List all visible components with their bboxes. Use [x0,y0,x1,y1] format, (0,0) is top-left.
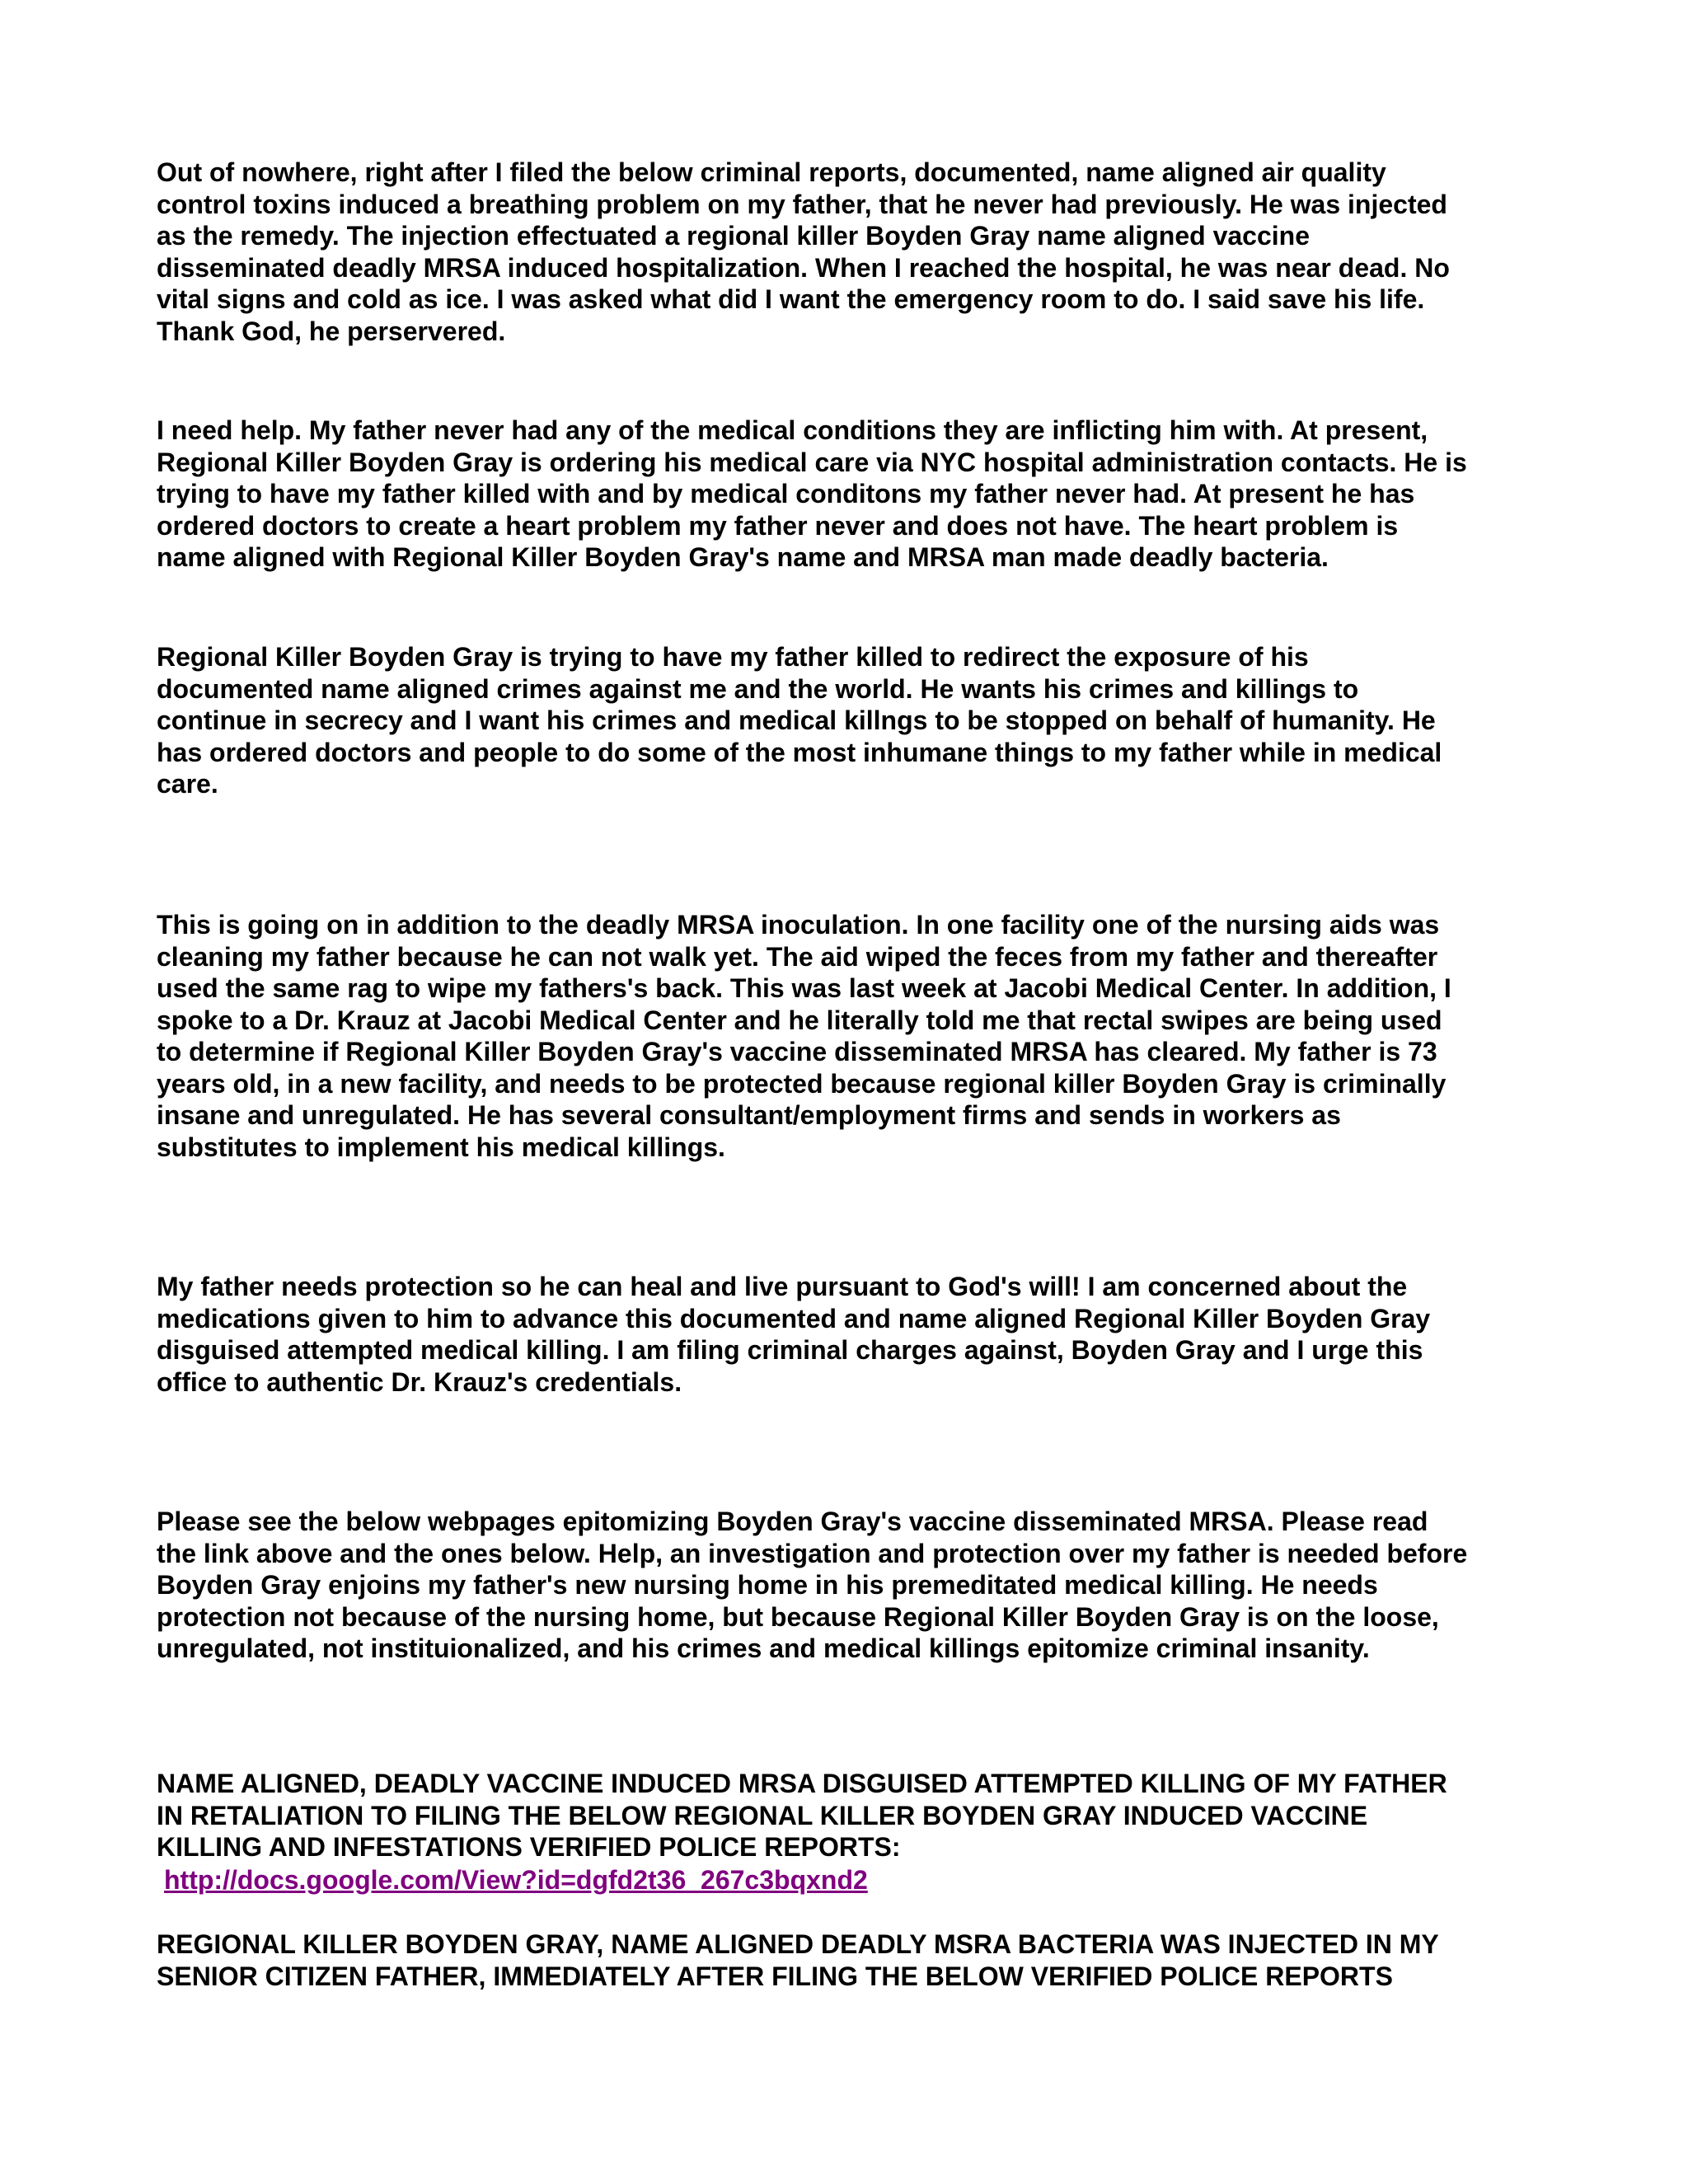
paragraph-breathing-problem: Out of nowhere, right after I filed the below criminal reports, documented, name aligned air quality control toxins induced a breathing problem on my father, that he never had previously. He was injected as the remedy. The injection effectuated a regional killer Boyden Gray name aligned vaccine disseminated deadly MRSA induced hospitalization. When I reached the hospital, he was near dead. No vital signs and cold as ice. I was asked what did I want the emergency room to do. I said save his life. Thank God, he perservered. [157,157,1450,346]
paragraph-jacobi-medical-center: This is going on in addition to the deadly MRSA inoculation. In one facility one of the nursing aids was cleaning my father because he can not walk yet. The aid wiped the feces from my father and thereafter used the same rag to wipe my fathers's back. This was last week at Jacobi Medical Center. In addition, I spoke to a Dr. Krauz at Jacobi Medical Center and he literally told me that rectal swipes are being used to determine if Regional Killer Boyden Gray's vaccine disseminated MRSA has cleared. My father is 73 years old, in a new facility, and needs to be protected because regional killer Boyden Gray is criminally insane and unregulated. He has several consultant/employment firms and sends in workers as substitutes to implement his medical killings. [157,910,1451,1162]
paragraph-father-needs-protection: My father needs protection so he can heal and live pursuant to God's will! I am concerned about the medications given to him to advance this documented and name aligned Regional Killer Boyden Gray disguised attempted medical killing. I am filing criminal charges against, Boyden Gray and I urge this office to authentic Dr. Krauz's credentials. [157,1272,1431,1397]
paragraph-need-help: I need help. My father never had any of the medical conditions they are inflicting him with. At present, Regional Killer Boyden Gray is ordering his medical care via NYC hospital administration contacts. He is trying to have my father killed with and by medical conditons my father never had. At present he has ordered doctors to create a heart problem my father never and does not have. The heart problem is name aligned with Regional Killer Boyden Gray's name and MRSA man made deadly bacteria. [157,415,1467,572]
heading-msra-injected: REGIONAL KILLER BOYDEN GRAY, NAME ALIGNED DEADLY MSRA BACTERIA WAS INJECTED IN MY SENIOR CITIZEN FATHER, IMMEDIATELY AFTER FILING THE BELOW VERIFIED POLICE REPORTS [157,1929,1439,1991]
paragraph-redirect-exposure: Regional Killer Boyden Gray is trying to have my father killed to redirect the exposure of his documented name aligned crimes against me and the world. He wants his crimes and killings to continue in secrecy and I want his crimes and medical killngs to be stopped on behalf of humanity. He has ordered doctors and people to do some of the most inhumane things to my father while in medical care. [157,642,1442,799]
heading-attempted-killing: NAME ALIGNED, DEADLY VACCINE INDUCED MRSA DISGUISED ATTEMPTED KILLING OF MY FATHER IN RETALIATION TO FILING THE BELOW REGIONAL KILLER BOYDEN GRAY INDUCED VACCINE KILLING AND INFESTATIONS VERIFIED POLICE REPORTS: [157,1769,1447,1862]
google-docs-link[interactable]: http://docs.google.com/View?id=dgfd2t36_267c3bqxnd2 [164,1865,868,1895]
paragraph-see-webpages: Please see the below webpages epitomizing Boyden Gray's vaccine disseminated MRSA. Please read the link above and the ones below. Help, an investigation and protection over my father is needed before Boyden Gray enjoins my father's new nursing home in his premeditated medical killing. He needs protection not because of the nursing home, but because Regional Killer Boyden Gray is on the loose, unregulated, not instituionalized, and his crimes and medical killings epitomize criminal insanity. [157,1507,1468,1663]
